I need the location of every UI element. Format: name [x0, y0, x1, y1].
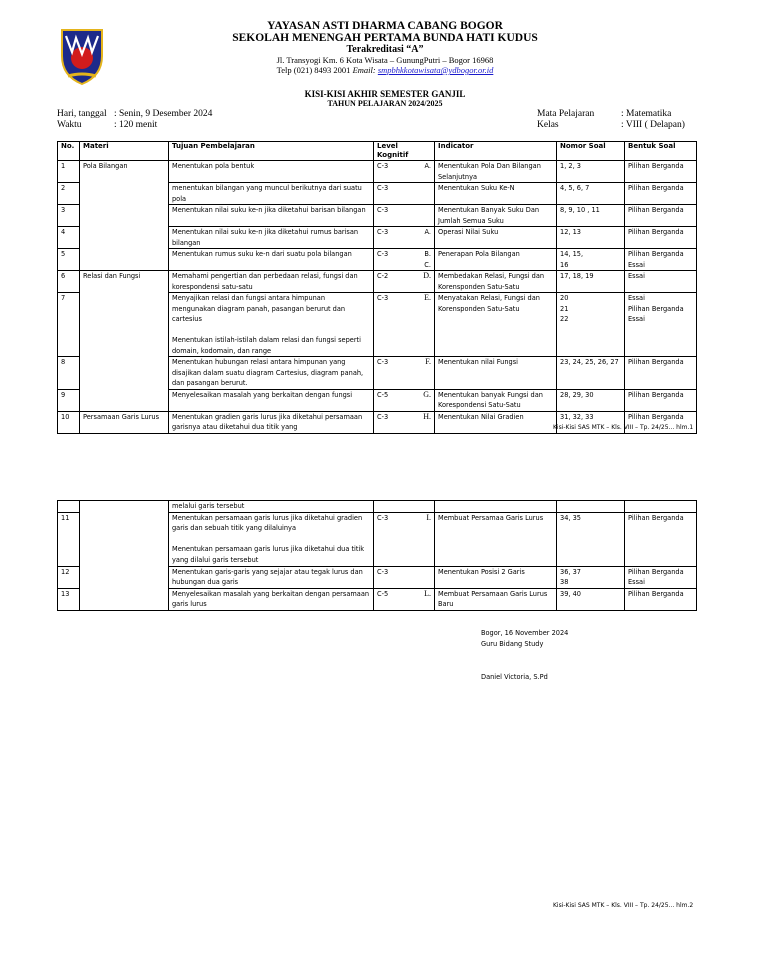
cell-indicator: Penerapan Pola Bilangan	[435, 249, 557, 271]
cell-no: 3	[58, 205, 80, 227]
subject-value: : Matematika	[621, 109, 672, 119]
page1-footer: Kisi-Kisi SAS MTK – Kls. VIII – Tp. 24/25... hlm.1	[553, 424, 694, 431]
indicator-letter: L.	[424, 588, 431, 598]
level-code: C-3	[377, 162, 389, 170]
indicator-letter: E.	[424, 293, 431, 302]
cell-nomor: 36, 37 38	[557, 566, 625, 588]
cell-bentuk: Pilihan Berganda Essai	[625, 249, 697, 271]
cell-bentuk: Pilihan Berganda	[625, 161, 697, 183]
level-code: C-3	[377, 513, 389, 522]
indicator-letter: A.	[424, 228, 431, 236]
cell-bentuk: Essai	[625, 271, 697, 293]
cell-tujuan: Memahami pengertian dan perbedaan relasi, fungsi dan korespondensi satu-satu	[169, 271, 374, 293]
cell-bentuk: Pilihan Berganda	[625, 205, 697, 227]
email-label: Email:	[352, 65, 376, 75]
cell-indicator: Menentukan Suku Ke-N	[435, 183, 557, 205]
time-label: Waktu	[57, 120, 82, 130]
exam-info-left	[57, 109, 212, 131]
email-link[interactable]: smpbhkkotawisata@ydbogor.or.id	[377, 65, 494, 75]
cell-no: 1	[58, 161, 80, 183]
letterhead	[150, 20, 620, 75]
cell-bentuk: Pilihan Berganda	[625, 411, 697, 433]
phone-text: Telp (021) 8493 2001	[276, 65, 351, 75]
cell-tujuan: Menentukan nilai suku ke-n jika diketahui barisan bilangan	[169, 205, 374, 227]
level-code: C-3	[377, 567, 389, 576]
cell-nomor: 23, 24, 25, 26, 27	[557, 357, 625, 390]
cell-no: 11	[58, 512, 80, 566]
cell-no: 13	[58, 588, 80, 610]
cell-nomor: 8, 9, 10 , 11	[557, 205, 625, 227]
school-logo	[56, 26, 108, 86]
cell-tujuan: Menentukan persamaan garis lurus jika diketahui gradien garis dan sebuah titik yang dilaluinya Menentukan persamaan garis lurus jika diketahui dua titik yang dilalui garis tersebut	[169, 512, 374, 566]
cell-no	[58, 501, 80, 513]
indicator-letter: G.	[423, 389, 431, 399]
col-header-no: No.	[58, 142, 80, 161]
cell-bentuk: Pilihan Berganda	[625, 183, 697, 205]
cell-no: 7	[58, 293, 80, 357]
col-header-tujuan: Tujuan Pembelajaran	[169, 142, 374, 161]
cell-indicator: Menentukan Pola Dan Bilangan Selanjutnya	[435, 161, 557, 183]
col-header-bentuk: Bentuk Soal	[625, 142, 697, 161]
cell-materi: Relasi dan Fungsi	[80, 271, 169, 412]
accreditation: Terakreditasi “A”	[346, 44, 424, 55]
cell-indicator: Menentukan Posisi 2 Garis	[435, 566, 557, 588]
day-value: : Senin, 9 Desember 2024	[114, 109, 213, 119]
kisi-table-page2	[57, 500, 697, 611]
cell-indicator	[435, 501, 557, 513]
cell-no: 10	[58, 411, 80, 433]
cell-level	[374, 501, 435, 513]
cell-bentuk: Pilihan Berganda	[625, 389, 697, 411]
school-address: Jl. Transyogi Km. 6 Kota Wisata – GunungPutri – Bogor 16968	[276, 55, 494, 65]
col-header-indicator: Indicator	[435, 142, 557, 161]
indicator-letter: F.	[425, 357, 431, 366]
signature-block	[481, 628, 568, 683]
cell-bentuk	[625, 501, 697, 513]
cell-no: 9	[58, 389, 80, 411]
cell-indicator: Membuat Persamaan Garis Lurus Baru	[435, 588, 557, 610]
level-code: C-3	[377, 250, 389, 258]
cell-level	[374, 183, 435, 205]
indicator-letter: B. C.	[424, 250, 431, 269]
cell-nomor: 20 21 22	[557, 293, 625, 357]
cell-no: 4	[58, 227, 80, 249]
foundation-name: YAYASAN ASTI DHARMA CABANG BOGOR	[267, 20, 503, 32]
cell-bentuk: Pilihan Berganda	[625, 588, 697, 610]
time-value: : 120 menit	[114, 120, 158, 130]
level-code: C-3	[377, 358, 389, 366]
cell-tujuan: Menentukan nilai suku ke-n jika diketahui rumus barisan bilangan	[169, 227, 374, 249]
signature-role: Guru Bidang Study	[481, 640, 544, 648]
level-code: C-3	[377, 184, 389, 192]
indicator-letter: H.	[423, 411, 431, 421]
cell-level	[374, 357, 435, 390]
cell-no: 2	[58, 183, 80, 205]
cell-nomor: 14, 15, 16	[557, 249, 625, 271]
cell-indicator: Membedakan Relasi, Fungsi dan Korensponden Satu-Satu	[435, 271, 557, 293]
cell-materi	[80, 501, 169, 611]
indicator-letter: D.	[423, 271, 431, 280]
school-name: SEKOLAH MENENGAH PERTAMA BUNDA HATI KUDUS	[232, 32, 538, 44]
cell-level	[374, 389, 435, 411]
cell-nomor: 39, 40	[557, 588, 625, 610]
cell-indicator: Operasi Nilai Suku	[435, 227, 557, 249]
col-header-level: Level Kognitif	[374, 142, 435, 161]
school-contact	[150, 65, 620, 75]
cell-tujuan: Menentukan gradien garis lurus jika diketahui persamaan garisnya atau diketahui dua titik yang	[169, 411, 374, 433]
cell-bentuk: Essai Pilihan Berganda Essai	[625, 293, 697, 357]
cell-tujuan: Menyajikan relasi dan fungsi antara himpunan mengunakan diagram panah, pasangan berurut dan cartesius Menentukan istilah-istilah dalam relasi dan fungsi seperti domain, kodomain, dan range	[169, 293, 374, 357]
cell-tujuan: Menentukan garis-garis yang sejajar atau tegak lurus dan hubungan dua garis	[169, 566, 374, 588]
cell-indicator: Menentukan Banyak Suku Dan Jumlah Semua Suku	[435, 205, 557, 227]
cell-level	[374, 588, 435, 610]
kisi-table-page1	[57, 141, 697, 434]
level-code: C-5	[377, 390, 389, 399]
cell-level	[374, 411, 435, 433]
level-code: C-5	[377, 589, 389, 598]
cell-bentuk: Pilihan Berganda	[625, 512, 697, 566]
cell-tujuan: Menentukan rumus suku ke-n dari suatu pola bilangan	[169, 249, 374, 271]
exam-year: TAHUN PELAJARAN 2024/2025	[327, 99, 443, 108]
cell-indicator: Menyatakan Relasi, Fungsi dan Korensponden Satu-Satu	[435, 293, 557, 357]
cell-materi: Pola Bilangan	[80, 161, 169, 271]
cell-no: 12	[58, 566, 80, 588]
col-header-nomor: Nomor Soal	[557, 142, 625, 161]
cell-level	[374, 161, 435, 183]
cell-tujuan: melalui garis tersebut	[169, 501, 374, 513]
table-row	[58, 271, 697, 293]
cell-tujuan: Menentukan hubungan relasi antara himpunan yang disajikan dalam suatu diagram Cartesius, diagram panah, dan pasangan berurut.	[169, 357, 374, 390]
signature-place-date: Bogor, 16 November 2024	[481, 629, 569, 637]
exam-info-right	[537, 109, 685, 131]
level-code: C-3	[377, 206, 389, 214]
table-header-row	[58, 142, 697, 161]
exam-title	[150, 89, 620, 108]
cell-no: 6	[58, 271, 80, 293]
cell-nomor: 12, 13	[557, 227, 625, 249]
cell-tujuan: Menentukan pola bentuk	[169, 161, 374, 183]
level-code: C-3	[377, 294, 389, 302]
col-header-materi: Materi	[80, 142, 169, 161]
cell-indicator: Menentukan banyak Fungsi dan Korespondensi Satu-Satu	[435, 389, 557, 411]
class-label: Kelas	[537, 120, 559, 130]
cell-no: 8	[58, 357, 80, 390]
page2-footer: Kisi-Kisi SAS MTK – Kls. VIII – Tp. 24/25... hlm.2	[553, 902, 694, 909]
cell-bentuk: Pilihan Berganda	[625, 227, 697, 249]
exam-title-text: KISI-KISI AKHIR SEMESTER GANJIL	[304, 89, 466, 99]
cell-level	[374, 271, 435, 293]
cell-level	[374, 227, 435, 249]
subject-label: Mata Pelajaran	[537, 109, 595, 119]
level-code: C-3	[377, 412, 389, 421]
indicator-letter: A.	[424, 162, 431, 170]
cell-level	[374, 293, 435, 357]
signature-name: Daniel Victoria, S.Pd	[481, 673, 548, 681]
class-value: : VIII ( Delapan)	[621, 120, 685, 130]
day-label: Hari, tanggal	[57, 109, 107, 119]
cell-nomor: 4, 5, 6, 7	[557, 183, 625, 205]
cell-indicator: Menentukan Nilai Gradien	[435, 411, 557, 433]
cell-bentuk: Pilihan Berganda Essai	[625, 566, 697, 588]
cell-nomor: 34, 35	[557, 512, 625, 566]
cell-no: 5	[58, 249, 80, 271]
cell-tujuan: menentukan bilangan yang muncul berikutnya dari suatu pola	[169, 183, 374, 205]
cell-tujuan: Menyelesaikan masalah yang berkaitan dengan fungsi	[169, 389, 374, 411]
cell-materi: Persamaan Garis Lurus	[80, 411, 169, 433]
cell-indicator: Membuat Persamaa Garis Lurus	[435, 512, 557, 566]
level-code: C-3	[377, 228, 389, 236]
cell-tujuan: Menyelesaikan masalah yang berkaitan dengan persamaan garis lurus	[169, 588, 374, 610]
cell-nomor: 17, 18, 19	[557, 271, 625, 293]
table-row	[58, 161, 697, 183]
cell-level	[374, 512, 435, 566]
table-row	[58, 501, 697, 513]
level-code: C-2	[377, 272, 389, 280]
cell-level	[374, 249, 435, 271]
cell-level	[374, 566, 435, 588]
cell-bentuk: Pilihan Berganda	[625, 357, 697, 390]
cell-level	[374, 205, 435, 227]
cell-nomor: 28, 29, 30	[557, 389, 625, 411]
cell-nomor: 31, 32, 33	[557, 411, 625, 433]
cell-indicator: Menentukan nilai Fungsi	[435, 357, 557, 390]
indicator-letter: I.	[426, 512, 431, 522]
cell-nomor	[557, 501, 625, 513]
cell-nomor: 1, 2, 3	[557, 161, 625, 183]
